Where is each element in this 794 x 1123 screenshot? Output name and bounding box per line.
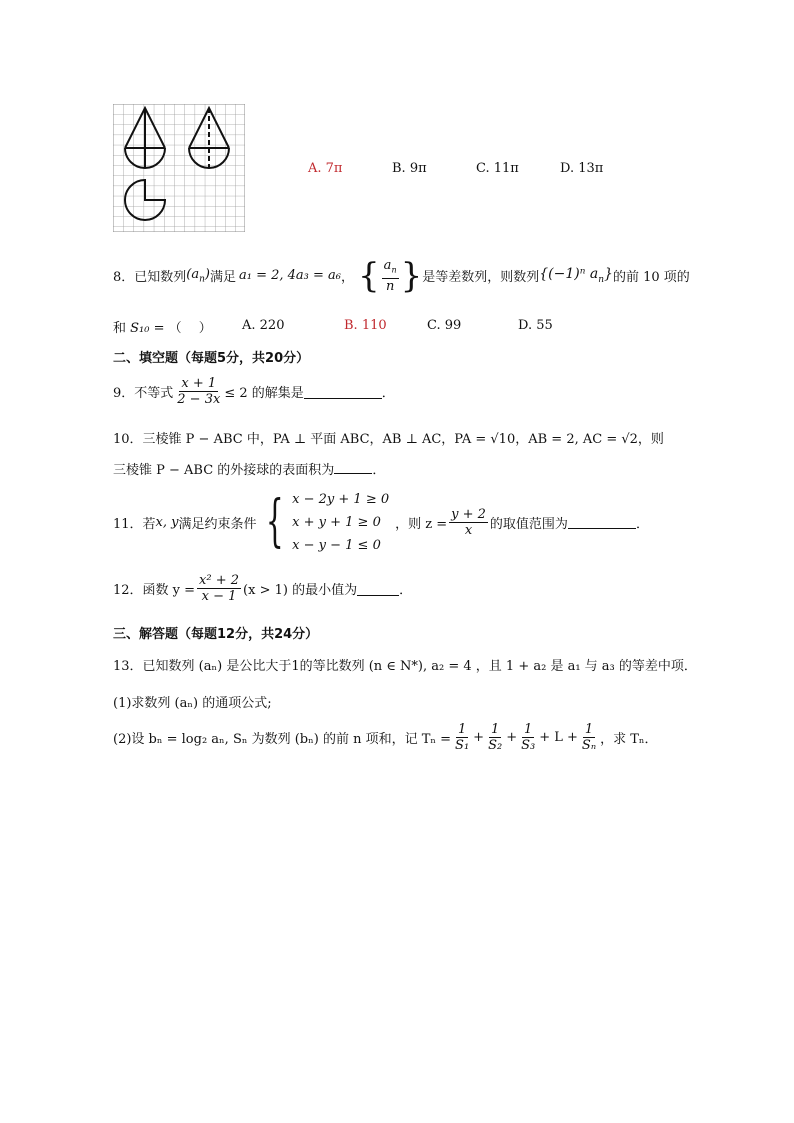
q8-option-c: C. 99 [427,318,462,333]
q10-end: ． [372,463,386,478]
q8-text-he: 和 [113,321,127,336]
q11-text-d: 的取值范围为 [489,516,568,532]
q9-fraction: $\frac{x + 1}{2 - 3x}$ [177,376,221,407]
q8-text-c: 是等差数列，则数列 [422,270,540,286]
q8-line2 [113,317,212,336]
q11-text-a: 11．若 [113,516,156,532]
q8-brace-left: { [358,255,380,296]
q10-line1: 10．三棱锥 P − ABC 中，PA ⊥ 平面 ABC，AB ⊥ AC，PA = √10，AB = 2, AC = √2，则 [113,432,664,447]
q9-end: ． [381,386,395,401]
q7-option-a: A. 7π [308,161,343,176]
q8-fraction: $\frac{a_n}{n}$ [383,258,397,294]
q9-text-b: ≤ 2 的解集是 [224,386,304,401]
q8-line1 [113,255,690,296]
q12-fraction: $\frac{\text{x² + 2}}{x - 1}$ [199,573,240,604]
q9 [113,376,395,407]
q13-part2-text-b: ，求 Tₙ． [600,732,658,747]
q8-paren: （ ） [168,321,212,336]
q10-line2 [113,459,385,478]
q13-part2 [113,722,658,753]
q12-blank[interactable] [357,582,399,596]
q12-text-b: (x > 1) 的最小值为 [243,583,358,598]
q12-text-a: 12．函数 y = [113,583,196,598]
q11-vars: x, y [155,514,179,530]
q11-constraint-3: x − y − 1 ≤ 0 [292,537,381,553]
q13-plus-1: + [473,730,485,745]
q8-option-a: A. 220 [242,318,285,333]
q7-option-c: C. 11π [476,161,519,176]
q11-constraints [292,488,389,557]
q8-option-d: D. 55 [518,318,553,333]
q8-s10: S₁₀ = [130,321,165,336]
q8-seq: $(a_n)$ [186,267,210,285]
q8-text-b: 满足 [209,270,236,286]
q10-text: 三棱锥 P − ABC 的外接球的表面积为 [113,463,335,478]
q11-constraint-2: x + y + 1 ≥ 0 [292,514,381,530]
q7-option-d: D. 13π [560,161,604,176]
q12 [113,573,412,604]
q8-text-a: 8．已知数列 [113,270,187,286]
three-view-figure [113,104,245,232]
q13-frac-n: $\frac{1}{\text{Sₙ}}$ [581,722,597,753]
q13-frac-1: $\frac{1}{\text{S₁}}$ [455,722,470,753]
section-3-title: 三、解答题（每题12分，共24分） [113,627,319,642]
q11-end: ． [635,516,649,532]
q7-option-b: B. 9π [392,161,427,176]
q12-end: ． [399,583,413,598]
q13-part1: (1)求数列 (aₙ) 的通项公式; [113,696,272,711]
q13-plus-2: + [506,730,518,745]
q13-ellipsis: + L + [539,730,578,745]
q11-fraction: $\frac{y + 2}{x}$ [451,506,486,538]
q13-frac-3: $\frac{1}{\text{S₃}}$ [521,722,536,753]
q8-option-b: B. 110 [344,318,387,333]
q13-line1: 13．已知数列 (aₙ) 是公比大于1的等比数列 (n ∈ N*), a₂ = 4 ，且 1 + a₂ 是 a₁ 与 a₃ 的等差中项． [113,659,697,674]
q11-text-b: 满足约束条件 [178,516,257,532]
section-2-title: 二、填空题（每题5分，共20分） [113,351,310,366]
q8-brace-right: } [400,255,423,296]
q13-frac-2: $\frac{1}{\text{S₂}}$ [488,722,503,753]
q11 [113,488,649,556]
q8-comma: ， [341,270,355,286]
q8-text-d: 的前 10 项的 [612,270,690,286]
q8-condition: a₁ = 2, 4a₃ = a₆ [239,268,342,284]
q9-blank[interactable] [304,385,382,399]
q9-text-a: 9．不等式 [113,386,174,401]
q11-blank[interactable] [568,515,636,529]
q13-part2-text-a: (2)设 bₙ = log₂ aₙ, Sₙ 为数列 (bₙ) 的前 n 项和，记 Tₙ = [113,732,452,747]
q11-text-c: ，则 z = [395,516,448,532]
q10-blank[interactable] [334,460,372,474]
q11-brace: { [265,489,284,554]
q11-constraint-1: x − 2y + 1 ≥ 0 [292,491,390,507]
q8-seq2: {(−1)ⁿ $a_n$} [539,266,613,286]
